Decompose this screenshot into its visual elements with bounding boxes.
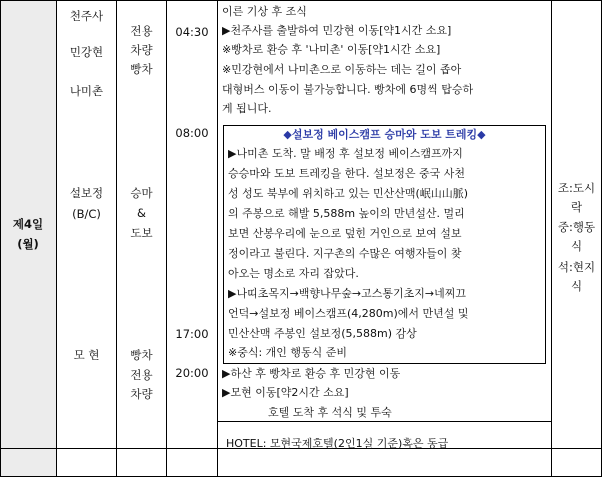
meal-line: 조:도시 — [557, 181, 596, 195]
trek-line: 의 주봉으로 해발 5,588m 높이의 만년설산. 멀리 — [228, 207, 465, 220]
place-seolbojeong: 설보정 — [69, 186, 104, 200]
trek-line: 승승마와 도보 트레킹을 한다. 설보정은 중국 사천 — [228, 167, 465, 180]
schedule-line: 게 됩니다. — [222, 102, 272, 115]
place-bc: (B/C) — [72, 207, 101, 221]
place-cheonjusa: 천주사 — [69, 9, 104, 23]
transport-a-2: 차량 — [130, 43, 153, 57]
transport-b-1: 승마 — [130, 186, 153, 200]
day-weekday: (월) — [17, 237, 39, 251]
schedule-line: 이른 기상 후 조식 — [222, 5, 307, 18]
place-mohyeon: 모 현 — [73, 348, 100, 362]
transport-b-2: & — [137, 206, 146, 220]
hotel-divider — [217, 421, 551, 422]
col-line-4 — [217, 0, 218, 477]
transport-b-3: 도보 — [130, 226, 153, 240]
col-line-3 — [166, 0, 167, 477]
schedule-line: ▶하산 후 빵차로 환승 후 민강현 이동 — [222, 367, 401, 380]
trekking-title: ◆설보정 베이스캠프 승마와 도보 트레킹◆ — [283, 128, 486, 141]
schedule-line: ※민강현에서 나미촌으로 이동하는 데는 길이 좁아 — [222, 63, 462, 76]
place-namichon: 나미촌 — [69, 84, 104, 98]
transport-c-3: 차량 — [130, 387, 153, 401]
day-label: 제4일 — [12, 217, 44, 231]
time-1700: 17:00 — [175, 327, 209, 341]
schedule-line: 대형버스 이동이 불가능합니다. 빵차에 6명씩 탑승하 — [222, 83, 474, 96]
schedule-line: ▶모현 이동[약2시간 소요] — [222, 386, 349, 399]
trek-line: 보면 산봉우리에 눈으로 덮힌 거인으로 보여 설보 — [228, 227, 462, 240]
time-0800: 08:00 — [175, 126, 209, 140]
place-mingang: 민강현 — [69, 45, 104, 59]
transport-c-1: 빵차 — [130, 348, 153, 362]
schedule-line: ▶천주사를 출발하여 민강현 이동[약1시간 소요] — [222, 24, 452, 37]
transport-a-1: 전용 — [130, 24, 153, 38]
meal-line: 중:행동 — [557, 220, 596, 234]
meal-line: 식 — [570, 279, 583, 293]
trek-line: 성 성도 북부에 위치하고 있는 민산산맥(岷山山脈) — [228, 187, 469, 200]
trek-line: 민산산맥 주봉인 설보정(5,588m) 감상 — [228, 327, 417, 340]
schedule-line: ※빵차로 환승 후 '나미촌' 이동[약1시간 소요] — [222, 43, 441, 56]
trek-line: 아오는 명소로 자리 잡았다. — [228, 267, 359, 280]
trek-line: ※중식: 개인 행동식 준비 — [228, 346, 348, 359]
trek-line: 언덕→설보정 베이스캠프(4,280m)에서 만년설 및 — [228, 307, 469, 320]
top-border — [0, 0, 602, 1]
hotel-info: HOTEL: 모현국제호텔(2인1실 기준)혹은 동급 — [226, 437, 449, 450]
col-line-1 — [56, 0, 57, 477]
meal-line: 락 — [570, 200, 583, 214]
time-2000: 20:00 — [175, 366, 209, 380]
schedule-line: 호텔 도착 후 석식 및 투숙 — [268, 406, 392, 419]
trek-line: ▶나미촌 도착. 말 배정 후 설보정 베이스캠프까지 — [228, 147, 463, 160]
transport-c-2: 전용 — [130, 368, 153, 382]
trek-line: 정이라고 불린다. 지구촌의 수많은 여행자들이 찾 — [228, 247, 462, 260]
time-0430: 04:30 — [175, 25, 209, 39]
transport-a-3: 빵차 — [130, 62, 153, 76]
trek-line: ▶나띠초목지→백향나무숲→고스통기초지→네찌끄 — [228, 287, 467, 300]
meal-line: 식 — [570, 239, 583, 253]
meal-line: 석:현지 — [557, 260, 596, 274]
